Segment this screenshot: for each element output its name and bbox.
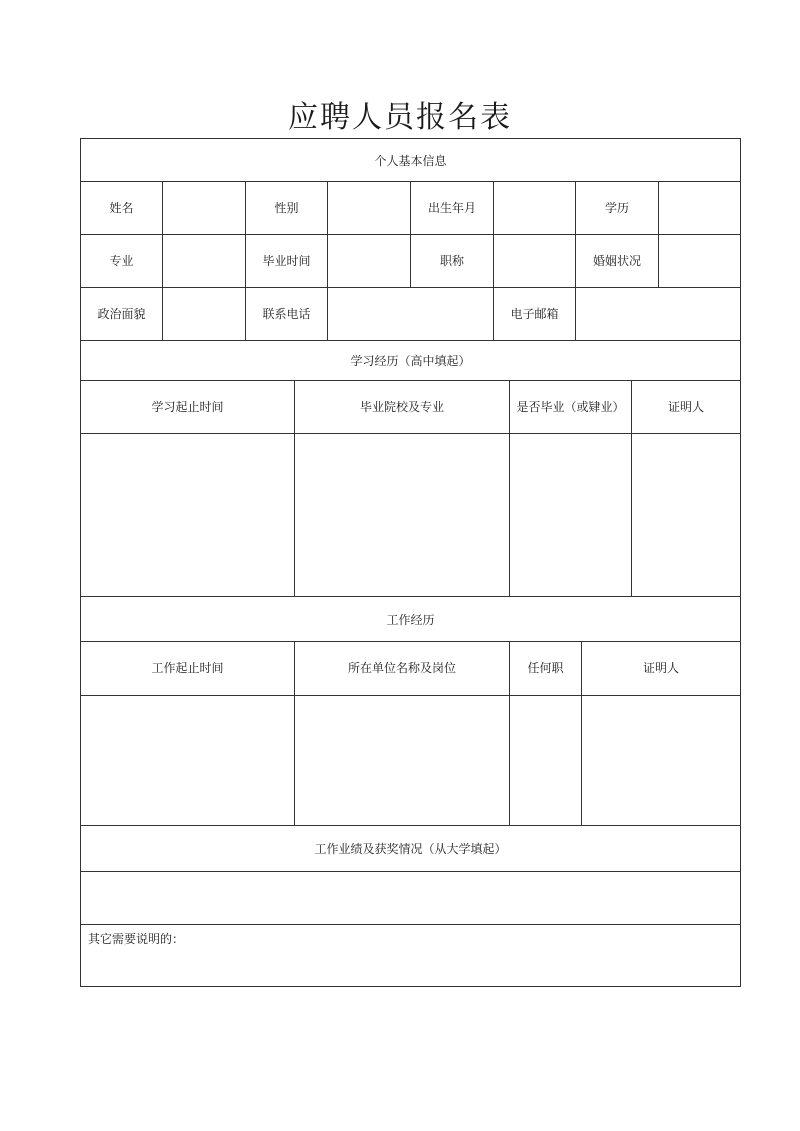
field-education-level[interactable]	[659, 182, 740, 234]
work-period-field[interactable]	[81, 696, 295, 825]
work-employer-field[interactable]	[295, 696, 510, 825]
field-graduation-date[interactable]	[328, 235, 411, 287]
section-header-education	[81, 341, 740, 381]
achievements-entry-area[interactable]	[81, 872, 740, 925]
label-phone: 联系电话	[246, 288, 328, 340]
field-gender[interactable]	[328, 182, 411, 234]
label-political-status: 政治面貌	[81, 288, 163, 340]
col-work-reference: 证明人	[642, 661, 679, 676]
field-phone[interactable]	[328, 288, 494, 340]
edu-reference-field[interactable]	[632, 434, 740, 596]
col-role: 任何职	[510, 642, 582, 695]
basic-info-heading: 个人基本信息	[374, 153, 447, 168]
field-birth-date[interactable]	[494, 182, 576, 234]
label-gender: 性别	[246, 182, 328, 234]
col-graduated: 是否毕业（或肄业）	[510, 381, 632, 433]
label-graduation-date: 毕业时间	[246, 235, 328, 287]
education-columns	[81, 381, 740, 434]
field-major[interactable]	[163, 235, 246, 287]
work-role-field[interactable]	[510, 696, 582, 825]
basic-row-3	[81, 288, 740, 341]
education-entry-area	[81, 434, 740, 597]
section-header-basic	[81, 139, 740, 182]
field-title[interactable]	[494, 235, 576, 287]
work-heading: 工作经历	[386, 612, 435, 627]
col-study-period: 学习起止时间	[81, 381, 295, 433]
label-email: 电子邮箱	[494, 288, 576, 340]
field-political-status[interactable]	[163, 288, 246, 340]
col-employer-position: 所在单位名称及岗位	[295, 642, 510, 695]
col-work-period: 工作起止时间	[81, 642, 295, 695]
other-notes-label: 其它需要说明的：	[88, 932, 185, 946]
education-heading: 学习经历（高中填起）	[350, 354, 471, 368]
work-columns	[81, 642, 740, 696]
col-edu-reference: 证明人	[667, 399, 704, 414]
field-email[interactable]	[576, 288, 740, 340]
label-marital-status: 婚姻状况	[576, 235, 659, 287]
label-title: 职称	[411, 235, 494, 287]
work-reference-field[interactable]	[582, 696, 740, 825]
edu-school-field[interactable]	[295, 434, 510, 596]
other-notes-area[interactable]	[81, 925, 740, 986]
edu-period-field[interactable]	[81, 434, 295, 596]
achievements-heading: 工作业绩及获奖情况（从大学填起）	[314, 842, 507, 856]
field-name[interactable]	[163, 182, 246, 234]
registration-form	[80, 138, 741, 987]
basic-row-2	[81, 235, 740, 288]
col-school-major: 毕业院校及专业	[295, 381, 510, 433]
edu-graduated-field[interactable]	[510, 434, 632, 596]
section-header-achievements	[81, 826, 740, 872]
label-education-level: 学历	[576, 182, 659, 234]
section-header-work	[81, 597, 740, 642]
label-birth-date: 出生年月	[411, 182, 494, 234]
label-name: 姓名	[81, 182, 163, 234]
field-marital-status[interactable]	[659, 235, 740, 287]
page-title: 应聘人员报名表	[288, 100, 512, 135]
basic-row-1	[81, 182, 740, 235]
label-major: 专业	[81, 235, 163, 287]
work-entry-area	[81, 696, 740, 826]
